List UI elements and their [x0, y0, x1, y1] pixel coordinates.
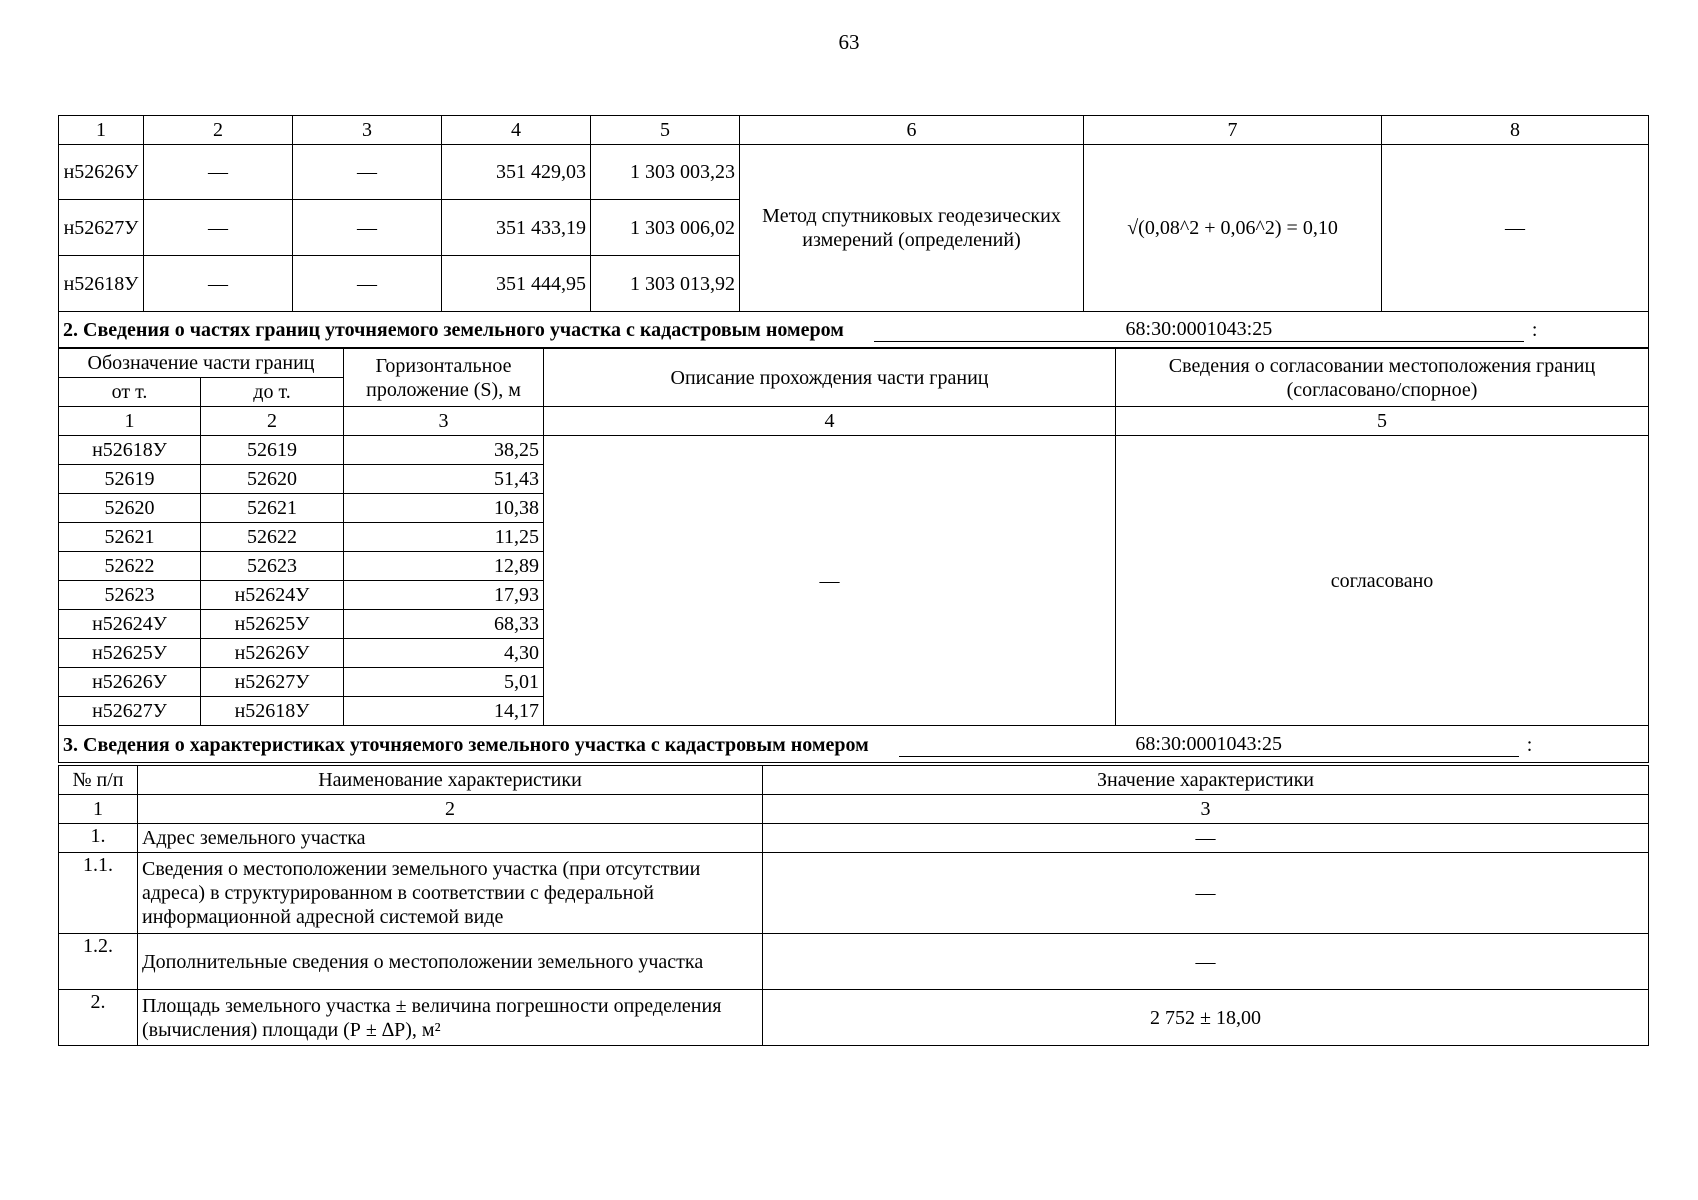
- col-number: 2: [201, 407, 344, 436]
- section3-title-row: [59, 726, 1649, 763]
- characteristic-name: Дополнительные сведения о местоположении земельного участка: [138, 934, 763, 990]
- col-number: 5: [1116, 407, 1649, 436]
- table-cell: —: [293, 200, 442, 256]
- cadastral-number: 68:30:0001043:25: [899, 732, 1519, 757]
- to-point: 52622: [201, 523, 344, 552]
- col-number: 1: [59, 407, 201, 436]
- col-number: 3: [344, 407, 544, 436]
- from-point: н52625У: [59, 639, 201, 668]
- section3-title: 3. Сведения о характеристиках уточняемого земельного участка с кадастровым номером: [63, 733, 869, 756]
- distance: 51,43: [344, 465, 544, 494]
- from-point: н52626У: [59, 668, 201, 697]
- col-number: 2: [144, 116, 293, 145]
- distance: 11,25: [344, 523, 544, 552]
- coordinates-header-row: [59, 116, 1649, 145]
- from-point: 52620: [59, 494, 201, 523]
- characteristic-value: 2 752 ± 18,00: [763, 990, 1649, 1046]
- to-point: н52626У: [201, 639, 344, 668]
- table-cell: —: [1382, 145, 1649, 312]
- coord-x: 351 429,03: [442, 145, 591, 200]
- to-point: н52618У: [201, 697, 344, 726]
- col-number: 1: [59, 795, 138, 824]
- row-number: 1.: [59, 824, 138, 853]
- row-number: 2.: [59, 990, 138, 1046]
- to-point: 52623: [201, 552, 344, 581]
- table-cell: —: [293, 256, 442, 312]
- col-number: 8: [1382, 116, 1649, 145]
- point-name: н52626У: [59, 145, 144, 200]
- section-title: [59, 726, 1649, 763]
- header-row: [59, 349, 1649, 378]
- col-number-row: [59, 407, 1649, 436]
- from-point: н52627У: [59, 697, 201, 726]
- table-row: [59, 824, 1649, 853]
- row-number: 1.2.: [59, 934, 138, 990]
- page-number: 63: [838, 30, 860, 54]
- col-number-row: [59, 795, 1649, 824]
- boundary-parts-table: [58, 348, 1649, 763]
- point-name: н52627У: [59, 200, 144, 256]
- point-name: н52618У: [59, 256, 144, 312]
- from-point: 52621: [59, 523, 201, 552]
- table-row: [59, 934, 1649, 990]
- distance: 14,17: [344, 697, 544, 726]
- characteristic-name: Площадь земельного участка ± величина погрешности определения (вычисления) площади (Р ± ∆Р), м²: [138, 990, 763, 1046]
- from-point: 52623: [59, 581, 201, 610]
- col-number: 4: [442, 116, 591, 145]
- col-number: 4: [544, 407, 1116, 436]
- num-header: № п/п: [59, 766, 138, 795]
- table-cell: —: [293, 145, 442, 200]
- from-point: н52618У: [59, 436, 201, 465]
- cadastral-number: 68:30:0001043:25: [874, 317, 1524, 342]
- col-number: 7: [1084, 116, 1382, 145]
- col-number: 3: [763, 795, 1649, 824]
- to-header: до т.: [201, 378, 344, 407]
- table-row: [59, 990, 1649, 1046]
- from-point: 52622: [59, 552, 201, 581]
- description-value: —: [544, 436, 1116, 726]
- distance: 4,30: [344, 639, 544, 668]
- col-number: 2: [138, 795, 763, 824]
- distance: 10,38: [344, 494, 544, 523]
- table-row: [59, 853, 1649, 934]
- characteristic-value: —: [763, 824, 1649, 853]
- col-number: 6: [740, 116, 1084, 145]
- to-point: 52621: [201, 494, 344, 523]
- distance: 12,89: [344, 552, 544, 581]
- from-point: 52619: [59, 465, 201, 494]
- distance: 5,01: [344, 668, 544, 697]
- table-cell: —: [144, 200, 293, 256]
- col-number: 5: [591, 116, 740, 145]
- characteristics-table: [58, 765, 1649, 1046]
- value-header: Значение характеристики: [763, 766, 1649, 795]
- colon: :: [1531, 319, 1538, 341]
- part-designation-header: Обозначение части границ: [59, 349, 344, 378]
- colon: :: [1526, 733, 1533, 756]
- table-row: [59, 145, 1649, 200]
- to-point: 52619: [201, 436, 344, 465]
- horizontal-header: Горизонтальное проложение (S), м: [344, 349, 544, 407]
- row-number: 1.1.: [59, 853, 138, 934]
- col-number: 3: [293, 116, 442, 145]
- col-number: 1: [59, 116, 144, 145]
- distance: 68,33: [344, 610, 544, 639]
- header-row: [59, 766, 1649, 795]
- coord-y: 1 303 003,23: [591, 145, 740, 200]
- section2-title: 2. Сведения о частях границ уточняемого земельного участка с кадастровым номером: [63, 319, 844, 341]
- coord-x: 351 433,19: [442, 200, 591, 256]
- to-point: н52625У: [201, 610, 344, 639]
- to-point: н52624У: [201, 581, 344, 610]
- from-header: от т.: [59, 378, 201, 407]
- to-point: 52620: [201, 465, 344, 494]
- method-cell: Метод спутниковых геодезических измерений (определений): [740, 145, 1084, 312]
- characteristic-name: Сведения о местоположении земельного участка (при отсутствии адреса) в структурированном в соответствии с федеральной информационной адресной системой виде: [138, 853, 763, 934]
- coord-x: 351 444,95: [442, 256, 591, 312]
- table-cell: —: [144, 145, 293, 200]
- coordinates-table: [58, 115, 1649, 348]
- from-point: н52624У: [59, 610, 201, 639]
- coord-y: 1 303 006,02: [591, 200, 740, 256]
- agreement-value: согласовано: [1116, 436, 1649, 726]
- agreement-header: Сведения о согласовании местоположения границ (согласовано/спорное): [1116, 349, 1649, 407]
- characteristic-value: —: [763, 934, 1649, 990]
- distance: 38,25: [344, 436, 544, 465]
- characteristic-name: Адрес земельного участка: [138, 824, 763, 853]
- characteristic-value: —: [763, 853, 1649, 934]
- table-row: [59, 436, 1649, 465]
- description-header: Описание прохождения части границ: [544, 349, 1116, 407]
- coord-y: 1 303 013,92: [591, 256, 740, 312]
- formula-cell: √(0,08^2 + 0,06^2) = 0,10: [1084, 145, 1382, 312]
- section2-title-row: [59, 312, 1649, 348]
- table-cell: —: [144, 256, 293, 312]
- name-header: Наименование характеристики: [138, 766, 763, 795]
- section-title: [59, 312, 1649, 348]
- to-point: н52627У: [201, 668, 344, 697]
- distance: 17,93: [344, 581, 544, 610]
